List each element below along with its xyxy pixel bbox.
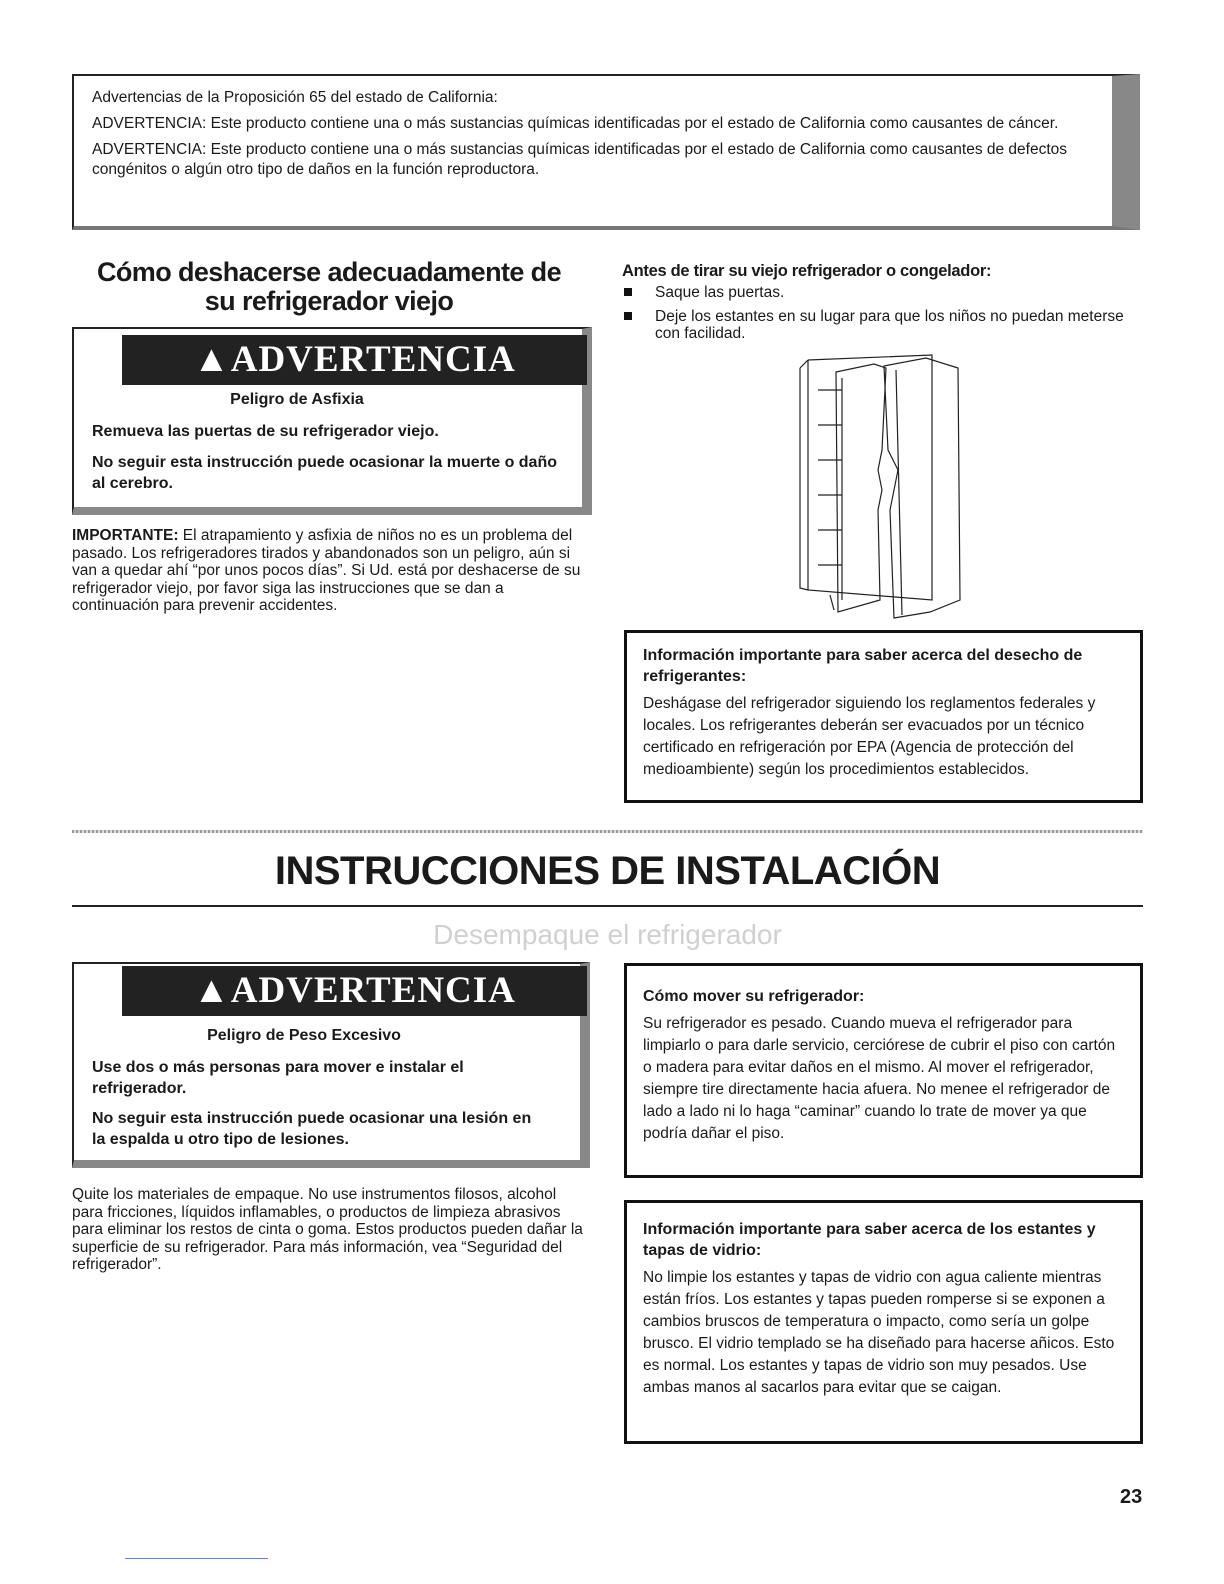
list-item [622,284,1128,302]
square-bullet-icon [624,312,632,320]
list-item [622,308,1128,343]
moving-info-title: Cómo mover su refrigerador: [643,988,865,1005]
before-discard-list [622,284,1128,349]
installation-instructions-title: INSTRUCCIONES DE INSTALACIÓN [274,849,941,893]
square-bullet-icon [624,288,632,296]
moving-info-box [624,963,1143,1178]
warning-triangle-icon: ▲ [193,970,231,1011]
prop65-reproductive-warning: ADVERTENCIA: Este producto contiene una o más sustancias químicas identificadas por el estado de California como causantes de defectos congénitos o algún otro tipo de daños en la función reproductora. [92,141,1068,178]
disposal-title-line2: su refrigerador viejo [204,286,454,316]
section-divider-solid [72,905,1143,907]
warning-line1: Use dos o más personas para mover e instalar el refrigerador. [92,1059,464,1097]
prop65-heading: Advertencias de la Proposición 65 del estado de California: [92,89,498,106]
refrigerant-info-box [624,630,1143,803]
glass-shelves-info-text: No limpie los estantes y tapas de vidrio con agua caliente mientras están fríos. Los estantes y tapas pueden romperse si se exponen a cambios bruscos de temperatura o impacto, como sería un golpe brusco. El vidrio templado se ha diseñado para hacerse añicos. Esto es normal. Los estantes y tapas de vidrio son muy pesados. Use ambas manos al sacarlos para evitar que se caigan. [643,1269,1115,1396]
warning-line1: Remueva las puertas de su refrigerador viejo. [92,423,439,440]
disposal-title-line1: Cómo deshacerse adecuadamente de [97,257,561,287]
important-label: IMPORTANTE: [72,527,179,544]
glass-shelves-info-box [624,1200,1143,1444]
refrigerant-info-text: Deshágase del refrigerador siguiendo los reglamentos federales y locales. Los refrigerantes deberán ser evacuados por un técnico certificado en refrigeración por EPA (Agencia de protección del medioambiente) según los procedimientos establecidos. [643,695,1096,778]
list-item-text: Deje los estantes en su lugar para que los niños no puedan meterse con facilidad. [655,307,1124,342]
warning-triangle-icon: ▲ [193,339,231,380]
hazard-title: Peligro de Peso Excesivo [207,1027,401,1044]
unpack-subtitle: Desempaque el refrigerador [433,919,782,950]
disposal-section-title [72,258,586,316]
before-discard-heading: Antes de tirar su viejo refrigerador o congelador: [622,262,992,280]
moving-info-text: Su refrigerador es pesado. Cuando mueva el refrigerador para limpiarlo o para darle servicio, cerciórese de cubrir el piso con cartón o madera para evitar daños en el mismo. Al mover el refrigerador, siempre tire directamente hacia afuera. No menee el refrigerador de lado a lado ni lo haga “caminar” cuando lo trate de mover ya que podría dañar el piso. [643,1015,1116,1142]
prop65-cancer-warning: ADVERTENCIA: Este producto contiene una o más sustancias químicas identificadas por el estado de California como causantes de cáncer. [92,115,1059,132]
warning-banner [122,335,587,385]
section-divider-dotted [72,830,1143,833]
prop65-warning-box [72,74,1140,230]
refrigerant-info-title: Información importante para saber acerca del desecho de refrigerantes: [643,647,1083,685]
warning-line2: No seguir esta instrucción puede ocasionar una lesión en la espalda u otro tipo de lesiones. [92,1110,532,1148]
warning-banner-label: ADVERTENCIA [230,339,516,380]
warning-banner-label: ADVERTENCIA [230,970,516,1011]
hazard-title: Peligro de Asfixia [230,391,364,408]
warning-banner [122,966,587,1016]
footer-line [125,1558,268,1559]
weight-warning-box [72,962,590,1168]
list-item-text: Saque las puertas. [655,284,785,301]
refrigerator-doors-removed-illustration [790,350,965,622]
important-paragraph [72,527,590,615]
unpack-paragraph: Quite los materiales de empaque. No use instrumentos filosos, alcohol para fricciones, líquidos inflamables, o productos de limpieza abrasivos para eliminar los restos de cinta o goma. Estos productos pueden dañar la superficie de su refrigerador. Para más información, vea “Seguridad del refrigerador”. [72,1186,583,1273]
page-number: 23 [1120,1486,1143,1508]
important-text: El atrapamiento y asfixia de niños no es un problema del pasado. Los refrigeradores tirados y abandonados son un peligro, aún si van a quedar ahí “por unos pocos días”. Si Ud. está por deshacerse de su refrigerador viejo, por favor siga las instrucciones que se dan a continuación para prevenir accidentes. [72,527,581,614]
warning-line2: No seguir esta instrucción puede ocasionar la muerte o daño al cerebro. [92,454,557,492]
glass-shelves-info-title: Información importante para saber acerca de los estantes y tapas de vidrio: [643,1221,1096,1259]
suffocation-warning-box [72,327,592,515]
